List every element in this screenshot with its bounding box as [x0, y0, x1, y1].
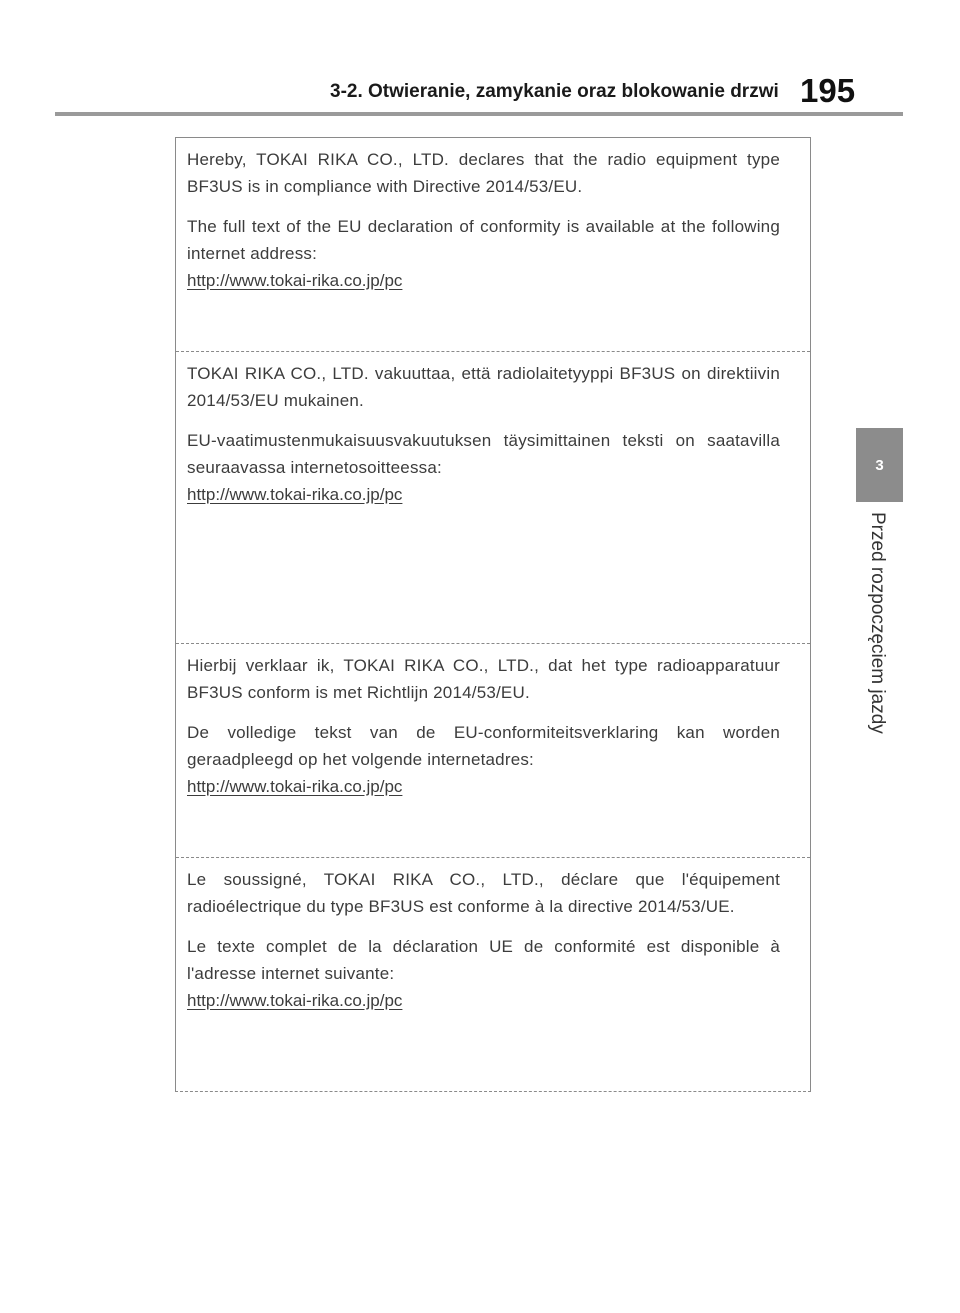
declaration-text: Le soussigné, TOKAI RIKA CO., LTD., déclare que l'équipement radioélectrique du type BF3US est conforme à la directive 2014/53/UE. [187, 870, 780, 916]
page-number: 195 [800, 72, 856, 109]
chapter-tab [856, 428, 903, 502]
chapter-number: 3 [875, 456, 884, 474]
declaration-link[interactable]: http://www.tokai-rika.co.jp/pc [187, 485, 403, 504]
declaration-availability-text: The full text of the EU declaration of conformity is available at the following internet address: [187, 217, 780, 263]
declaration-box [175, 137, 811, 1092]
declaration-availability-text: De volledige tekst van de EU-conformiteitsverklaring kan worden geraadpleegd op het volgende internetadres: [187, 723, 780, 769]
declaration-text: TOKAI RIKA CO., LTD. vakuuttaa, että radiolaitetyyppi BF3US on direktiivin 2014/53/EU mukainen. [187, 364, 780, 410]
declaration-section-en [176, 138, 810, 351]
header-rule [55, 112, 903, 116]
declaration-availability-text: EU-vaatimustenmukaisuusvakuutuksen täysimittainen teksti on saatavilla seuraavassa internetosoitteessa: [187, 431, 780, 477]
declaration-link[interactable]: http://www.tokai-rika.co.jp/pc [187, 777, 403, 796]
declaration-link[interactable]: http://www.tokai-rika.co.jp/pc [187, 991, 403, 1010]
declaration-text: Hierbij verklaar ik, TOKAI RIKA CO., LTD., dat het type radioapparatuur BF3US conform is met Richtlijn 2014/53/EU. [187, 656, 780, 702]
declaration-section-nl [176, 643, 810, 857]
declaration-section-fi [176, 351, 810, 643]
running-header-title: 3-2. Otwieranie, zamykanie oraz blokowanie drzwi [330, 81, 779, 102]
declaration-availability-text: Le texte complet de la déclaration UE de conformité est disponible à l'adresse internet suivante: [187, 937, 780, 983]
chapter-title-vertical: Przed rozpoczęciem jazdy [867, 512, 888, 734]
declaration-text: Hereby, TOKAI RIKA CO., LTD. declares that the radio equipment type BF3US is in compliance with Directive 2014/53/EU. [187, 150, 780, 196]
declaration-section-fr [176, 857, 810, 1092]
declaration-link[interactable]: http://www.tokai-rika.co.jp/pc [187, 271, 403, 290]
